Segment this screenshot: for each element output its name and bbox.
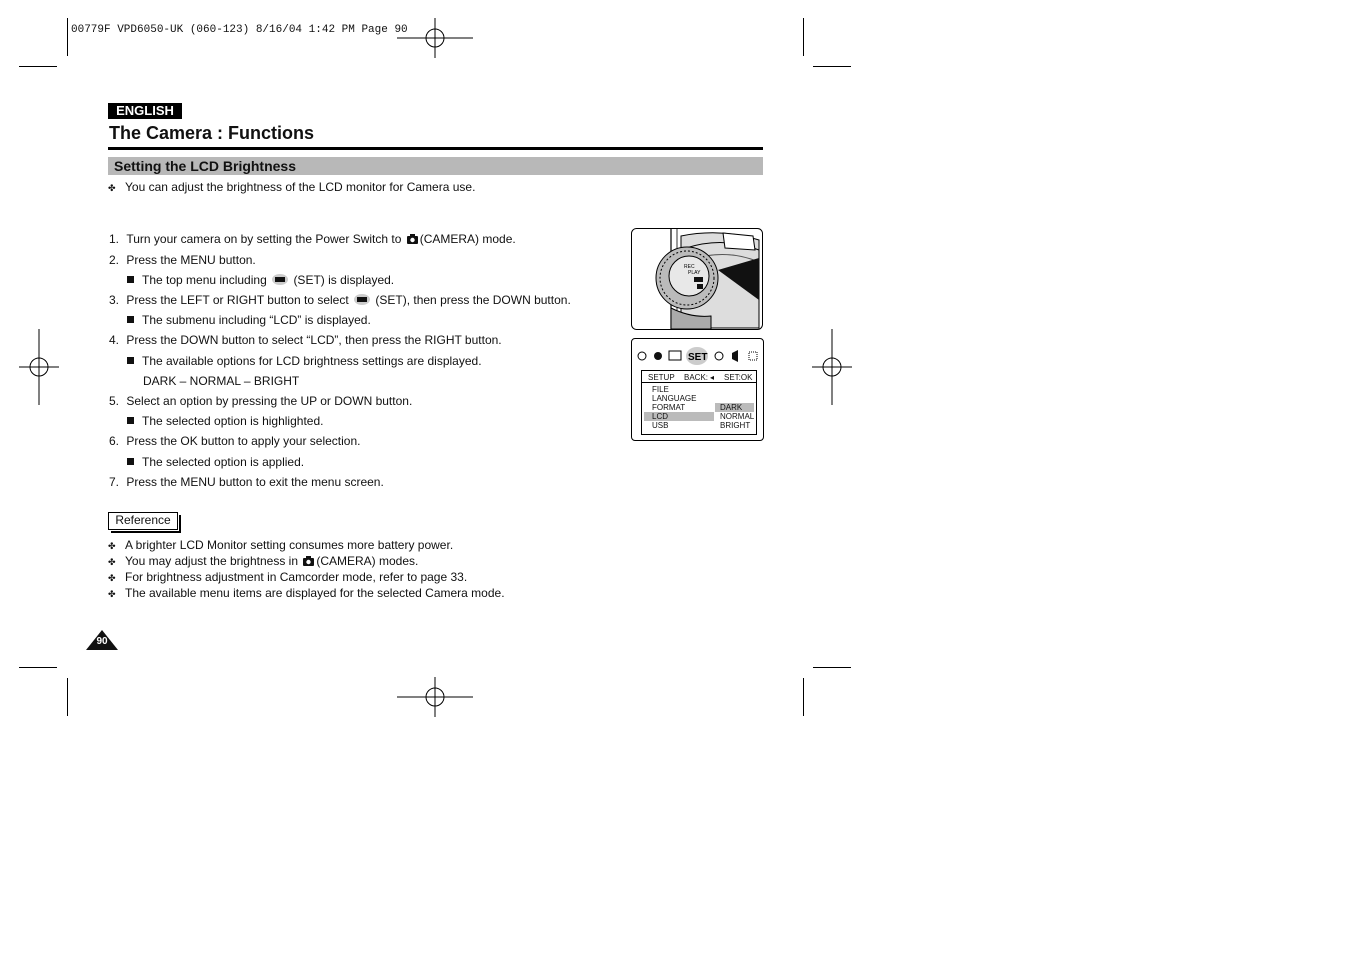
menu-header-back: BACK: — [684, 373, 709, 382]
page-title: The Camera : Functions — [109, 123, 315, 143]
crop-mark — [803, 678, 804, 716]
camera-icon — [407, 234, 418, 244]
cross-bullet-icon: ✤ — [108, 183, 116, 193]
crop-mark — [813, 667, 851, 668]
square-bullet-icon — [127, 357, 134, 364]
dial-label-rec: REC — [684, 264, 695, 270]
menu-top-icons — [636, 345, 760, 367]
intro-note — [108, 180, 475, 194]
step-text: Press the MENU button. — [126, 253, 256, 267]
step-text: (SET) is displayed. — [293, 273, 395, 287]
option-normal: NORMAL — [720, 412, 755, 421]
step-6-result — [127, 455, 304, 469]
crop-mark — [803, 18, 804, 56]
step-text: Turn your camera on by setting the Power Switch to — [126, 232, 402, 246]
step-6 — [109, 434, 361, 448]
step-2-result — [127, 273, 394, 287]
step-text: The available options for LCD brightness settings are displayed. — [142, 354, 482, 368]
option-bright: BRIGHT — [720, 421, 751, 430]
menu-item-lcd: LCD — [652, 412, 669, 421]
step-number: 7. — [109, 475, 120, 489]
step-text: Press the LEFT or RIGHT button to select — [126, 293, 349, 307]
step-text: Press the DOWN button to select “LCD”, then press the RIGHT button. — [126, 333, 502, 347]
page-number-badge — [86, 630, 118, 650]
step-4-result — [127, 354, 482, 368]
square-bullet-icon — [127, 276, 134, 283]
intro-text: You can adjust the brightness of the LCD monitor for Camera use. — [125, 180, 476, 194]
square-bullet-icon — [127, 458, 134, 465]
set-icon — [354, 294, 370, 305]
reference-label: Reference — [108, 512, 178, 530]
step-5 — [109, 394, 412, 408]
registration-mark-top — [397, 18, 473, 58]
step-text: Select an option by pressing the UP or DOWN button. — [126, 394, 413, 408]
dial-label-play: PLAY — [688, 270, 701, 276]
step-3 — [109, 293, 571, 307]
crop-mark — [813, 66, 851, 67]
menu-item-language: LANGUAGE — [652, 394, 697, 403]
reference-note — [108, 586, 505, 600]
step-number: 2. — [109, 253, 120, 267]
registration-mark-bottom — [397, 677, 473, 717]
title-rule — [108, 147, 763, 150]
menu-header-rule — [642, 382, 756, 383]
step-text: The selected option is applied. — [142, 455, 305, 469]
step-5-result — [127, 414, 323, 428]
crop-mark — [67, 18, 68, 56]
section-title: Setting the LCD Brightness — [114, 158, 297, 174]
camera-dial-illustration — [631, 228, 763, 330]
menu-header-setup: SETUP — [648, 373, 675, 382]
crop-mark — [19, 66, 57, 67]
registration-mark-left — [19, 329, 59, 405]
step-number: 5. — [109, 394, 120, 408]
reference-note — [108, 538, 453, 552]
set-menu-icon-label: SET — [688, 352, 708, 363]
page-number: 90 — [96, 636, 108, 647]
set-icon — [272, 274, 288, 285]
note-text: (CAMERA) modes. — [316, 554, 419, 568]
camera-icon — [303, 556, 314, 566]
note-text: The available menu items are displayed for the selected Camera mode. — [125, 586, 505, 600]
step-1 — [109, 232, 516, 246]
step-number: 3. — [109, 293, 120, 307]
menu-header-ok: SET:OK — [724, 373, 753, 382]
note-text: For brightness adjustment in Camcorder mode, refer to page 33. — [125, 570, 468, 584]
step-text: (SET), then press the DOWN button. — [375, 293, 571, 307]
note-text: A brighter LCD Monitor setting consumes more battery power. — [125, 538, 454, 552]
registration-mark-right — [812, 329, 852, 405]
menu-item-file: FILE — [652, 385, 669, 394]
step-7 — [109, 475, 384, 489]
reference-note — [108, 554, 418, 568]
note-text: You may adjust the brightness in — [125, 554, 298, 568]
menu-header-back-arrow: ◂ — [710, 373, 715, 382]
reference-note — [108, 570, 467, 584]
step-text: Press the OK button to apply your selection. — [126, 434, 361, 448]
step-4 — [109, 333, 502, 347]
language-tab: ENGLISH — [108, 103, 182, 119]
setup-menu — [641, 370, 757, 435]
step-text: Press the MENU button to exit the menu screen. — [126, 475, 384, 489]
print-header: 00779F VPD6050-UK (060-123) 8/16/04 1:42 PM Page 90 — [71, 24, 408, 36]
step-3-result — [127, 313, 371, 327]
menu-item-usb: USB — [652, 421, 669, 430]
step-text: The top menu including — [142, 273, 267, 287]
step-number: 1. — [109, 232, 120, 246]
step-text: The selected option is highlighted. — [142, 414, 324, 428]
cross-bullet-icon: ✤ — [108, 573, 116, 583]
cross-bullet-icon: ✤ — [108, 589, 116, 599]
menu-item-format: FORMAT — [652, 403, 686, 412]
square-bullet-icon — [127, 417, 134, 424]
step-number: 6. — [109, 434, 120, 448]
step-2 — [109, 253, 256, 267]
option-dark: DARK — [720, 403, 743, 412]
crop-mark — [19, 667, 57, 668]
square-bullet-icon — [127, 316, 134, 323]
step-text: (CAMERA) mode. — [419, 232, 516, 246]
step-4-options: DARK – NORMAL – BRIGHT — [143, 374, 300, 388]
section-title-bar — [108, 157, 763, 175]
crop-mark — [67, 678, 68, 716]
cross-bullet-icon: ✤ — [108, 557, 116, 567]
step-number: 4. — [109, 333, 120, 347]
menu-screen-illustration — [631, 338, 764, 441]
cross-bullet-icon: ✤ — [108, 541, 116, 551]
step-text: The submenu including “LCD” is displayed. — [142, 313, 371, 327]
